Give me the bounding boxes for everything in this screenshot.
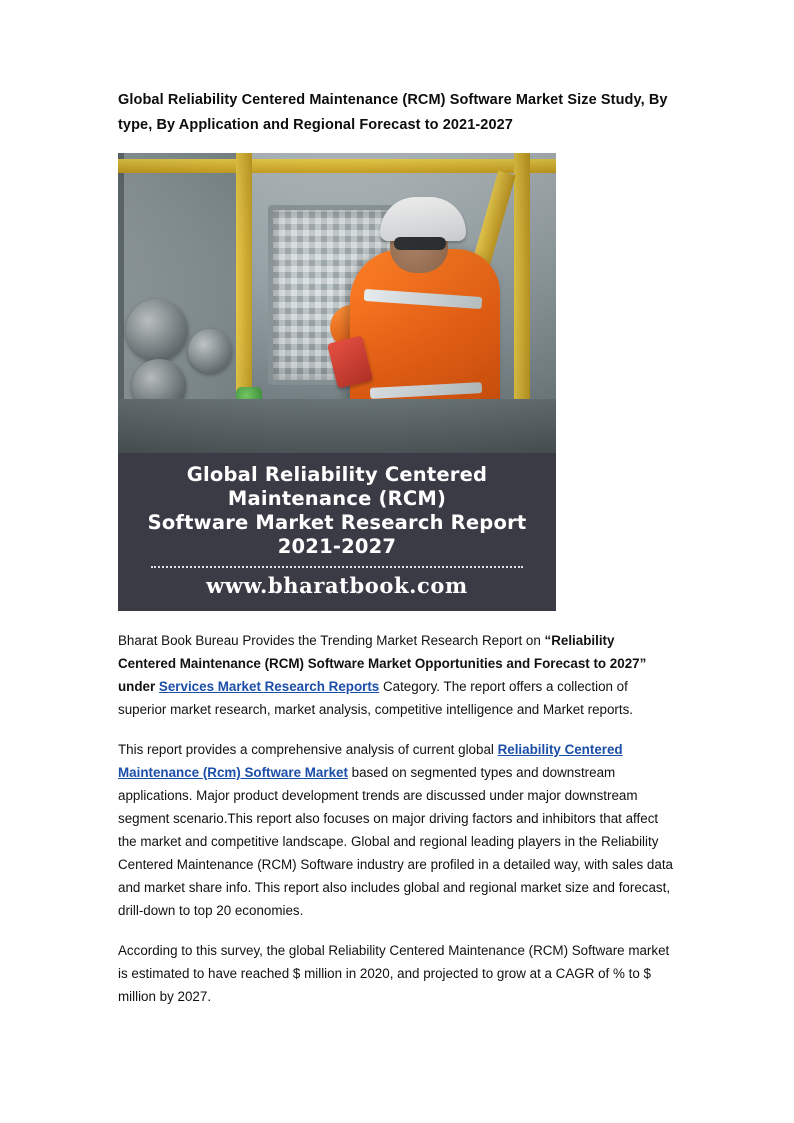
- link-rcm-software-market[interactable]: Reliability Centered Maintenance (Rcm) Software Market: [118, 741, 623, 780]
- caption-line-1: Global Reliability Centered Maintenance (RCM): [186, 462, 488, 510]
- p2-seg1: This report provides a comprehensive analysis of current global: [118, 741, 498, 757]
- link-services-market-research-reports[interactable]: Services Market Research Reports: [158, 678, 380, 694]
- p1-report-name: “Reliability Centered Maintenance (RCM) Software Market Opportunities and Forecast to 2027”: [118, 632, 647, 671]
- p1-seg3: under: [118, 678, 159, 694]
- caption-divider: [151, 566, 523, 568]
- p1-seg4: Category. The report offers a collection of superior market research, market analysis, competitive intelligence and Market reports.: [118, 678, 634, 717]
- report-cover-figure: [118, 153, 556, 611]
- caption-website-url: www.bharatbook.com: [206, 573, 468, 599]
- p1-seg1: Bharat Book Bureau Provides the Trending Market Research Report on: [118, 632, 545, 648]
- cover-caption-band: [118, 453, 556, 611]
- photo-vignette: [118, 153, 556, 453]
- p2-seg2: based on segmented types and downstream applications. Major product development trends are discussed under major downstream segment scenario.This report also focuses on major driving factors and inhibitors that affect the market and competitive landscape. Global and regional leading players in the Reliability Centered Maintenance (RCM) Software industry are profiled in a detailed way, with sales data and market share info. This report also includes global and regional market size and forecast, drill-down to top 20 economies.: [118, 764, 673, 919]
- paragraph-market-size: According to this survey, the global Reliability Centered Maintenance (RCM) Software market is estimated to have reached $ million in 2020, and projected to grow at a CAGR of % to $ million by 2027.: [118, 943, 670, 1005]
- caption-line-2: Software Market Research Report 2021-2027: [147, 511, 527, 559]
- page-title: Global Reliability Centered Maintenance (RCM) Software Market Size Study, By type, By Application and Regional Forecast to 2021-2027: [118, 92, 668, 134]
- paragraph-intro: [118, 629, 674, 721]
- industrial-technician-inspecting-pipeline-photo: [118, 153, 556, 453]
- paragraph-report-scope: [118, 738, 674, 922]
